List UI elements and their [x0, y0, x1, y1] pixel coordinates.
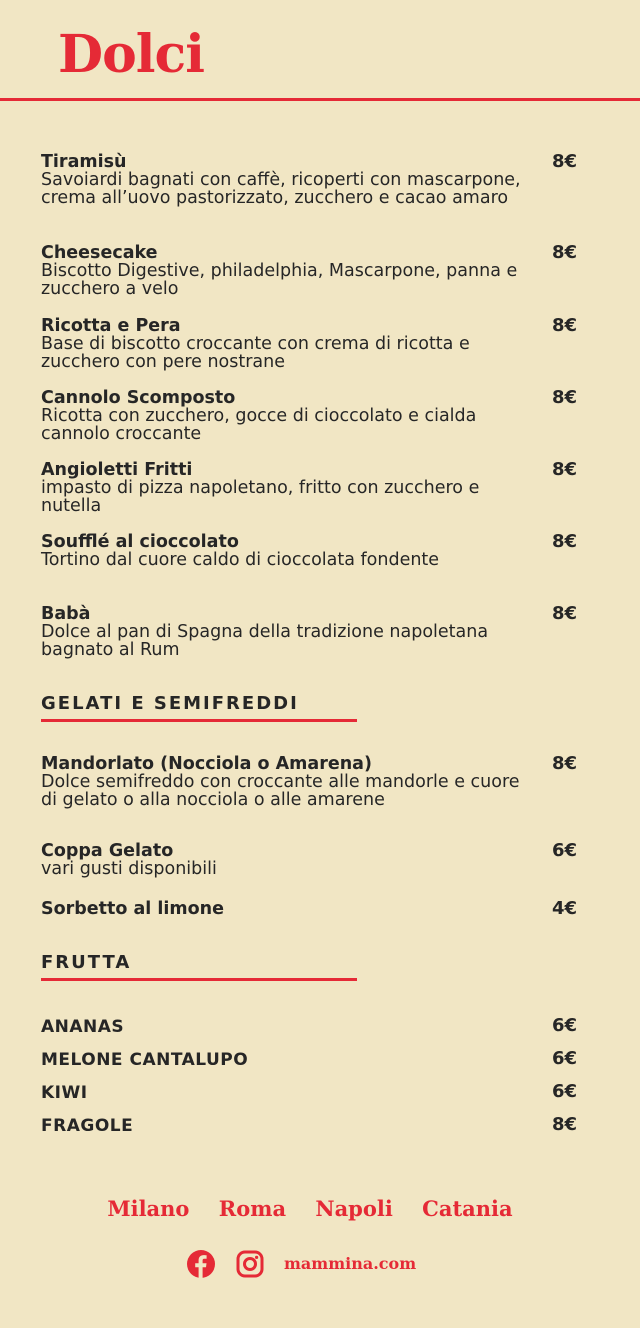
item-description: Tortino dal cuore caldo di cioccolata fondente: [41, 550, 440, 570]
city-list: [0, 1196, 620, 1221]
item-name: Tiramisù: [41, 152, 127, 172]
fruit-item: [41, 1050, 581, 1070]
title-divider: [0, 98, 640, 101]
item-name: Babà: [41, 604, 91, 624]
menu-item: [41, 755, 581, 809]
city-name: Napoli: [315, 1196, 393, 1221]
menu-item: [41, 244, 581, 298]
item-name: Sorbetto al limone: [41, 899, 224, 919]
item-name: Cannolo Scomposto: [41, 388, 236, 408]
item-price: 8€: [551, 603, 577, 624]
fruit-price: 8€: [551, 1114, 577, 1135]
item-description: Savoiardi bagnati con caffè, ricoperti con mascarpone, crema all’uovo pastorizzato, zucchero e cacao amaro: [41, 170, 521, 208]
item-description: Base di biscotto croccante con crema di ricotta e zucchero con pere nostrane: [41, 334, 470, 372]
item-name: Angioletti Fritti: [41, 460, 193, 480]
item-price: 8€: [551, 242, 577, 263]
item-price: 8€: [551, 151, 577, 172]
menu-item: [41, 900, 581, 918]
item-name: Cheesecake: [41, 243, 158, 263]
menu-item: [41, 842, 581, 878]
city-name: Catania: [422, 1196, 513, 1221]
city-name: Roma: [218, 1196, 287, 1221]
item-description: Dolce semifreddo con croccante alle mandorle e cuore di gelato o alla nocciola o alle amarene: [41, 772, 520, 810]
fruit-name: MELONE CANTALUPO: [41, 1050, 249, 1070]
item-price: 6€: [551, 840, 577, 861]
page-title: Dolci: [58, 24, 204, 85]
item-price: 8€: [551, 387, 577, 408]
fruit-item: [41, 1116, 581, 1136]
fruit-price: 6€: [551, 1048, 577, 1069]
fruit-item: [41, 1083, 581, 1103]
facebook-icon[interactable]: [187, 1250, 215, 1278]
item-price: 4€: [551, 898, 577, 919]
fruit-name: KIWI: [41, 1083, 88, 1103]
item-description: vari gusti disponibili: [41, 859, 217, 879]
instagram-icon[interactable]: [236, 1250, 264, 1278]
fruit-name: FRAGOLE: [41, 1116, 134, 1136]
menu-item: [41, 605, 581, 659]
item-description: Dolce al pan di Spagna della tradizione napoletana bagnato al Rum: [41, 622, 489, 660]
item-price: 8€: [551, 753, 577, 774]
item-description: Biscotto Digestive, philadelphia, Mascarpone, panna e zucchero a velo: [41, 261, 518, 299]
item-name: Coppa Gelato: [41, 841, 174, 861]
menu-item: [41, 389, 581, 443]
item-price: 8€: [551, 315, 577, 336]
item-price: 8€: [551, 531, 577, 552]
section-title-frutta: FRUTTA: [41, 952, 132, 973]
section-divider: [41, 978, 357, 981]
item-name: Mandorlato (Nocciola o Amarena): [41, 754, 372, 774]
item-name: Ricotta e Pera: [41, 316, 181, 336]
city-name: Milano: [107, 1196, 190, 1221]
fruit-name: ANANAS: [41, 1017, 125, 1037]
menu-item: [41, 461, 581, 515]
item-price: 8€: [551, 459, 577, 480]
item-name: Soufflé al cioccolato: [41, 532, 239, 552]
fruit-price: 6€: [551, 1015, 577, 1036]
fruit-price: 6€: [551, 1081, 577, 1102]
fruit-item: [41, 1017, 581, 1037]
menu-item: [41, 317, 581, 371]
section-divider: [41, 719, 357, 722]
website-link[interactable]: mammina.com: [284, 1254, 417, 1273]
menu-item: [41, 533, 581, 569]
section-title-gelati: GELATI E SEMIFREDDI: [41, 693, 299, 714]
item-description: impasto di pizza napoletano, fritto con zucchero e nutella: [41, 478, 480, 516]
item-description: Ricotta con zucchero, gocce di cioccolato e cialda cannolo croccante: [41, 406, 477, 444]
menu-item: [41, 153, 581, 207]
